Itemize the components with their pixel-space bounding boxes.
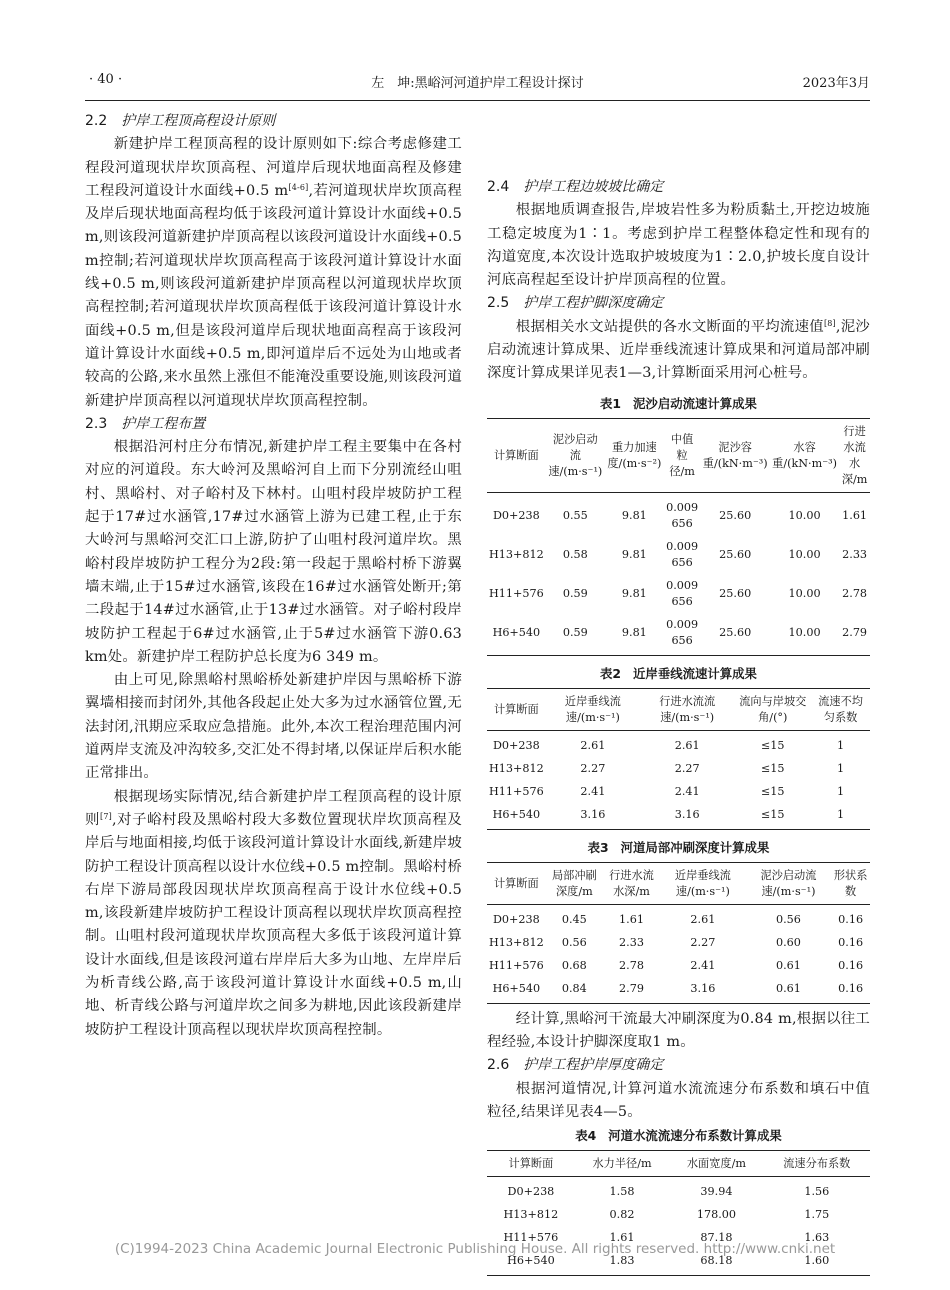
- copyright-footer: (C)1994-2023 China Academic Journal Electronic Publishing House. All rights reserved. http://www.cnki.net: [114, 1241, 836, 1257]
- column-header: 行进水流水深/m: [603, 862, 660, 904]
- table-cell: 1.61: [609, 1231, 635, 1245]
- section-2-3-paragraph-2: 由上可见,除黑峪村黑峪桥处新建护岸因与黑峪桥下游翼墙相接而封闭外,其他各段起止处大多为过水涵管位置,无法封闭,汛期应采取应急措施。此外,本次工程治理范围内河道两岸支流及冲沟较多,交汇处不得封堵,以保证岸后积水能正常排出。: [85, 672, 462, 782]
- table-4: [487, 1150, 870, 1276]
- table-cell: H6+540: [492, 807, 541, 821]
- table-cell: 1: [837, 761, 845, 775]
- table-row: [487, 730, 870, 757]
- column-header: 行进水流水深/m: [839, 418, 870, 492]
- table-cell: 2.27: [580, 761, 606, 775]
- table-cell: 0.82: [609, 1208, 635, 1222]
- section-2-4-paragraph: 根据地质调查报告,岸坡岩性多为粉质黏土,开挖边坡施工稳定坡度为1∶1。考虑到护岸工程整体稳定性和现有的沟道宽度,本次设计选取护坡坡度为1∶2.0,护坡长度自设计河底高程起至设计护岸顶高程的位置。: [487, 202, 870, 289]
- table-cell: 0.56: [561, 935, 587, 949]
- table-cell: ≤15: [760, 807, 785, 821]
- citation: [8]: [823, 318, 836, 328]
- table-cell: 10.00: [788, 625, 821, 639]
- table-cell: 2.27: [674, 761, 700, 775]
- table-cell: 0.56: [775, 912, 801, 926]
- table-cell: 2.41: [690, 958, 716, 972]
- column-header: 中值粒径/m: [664, 418, 701, 492]
- table-row: [487, 757, 870, 780]
- column-header: 泥沙启动流速/(m·s⁻¹): [746, 862, 832, 904]
- table-cell: 9.81: [621, 547, 647, 561]
- table-cell: 1: [837, 784, 845, 798]
- running-title: 左 坤:黑峪河河道护岸工程设计探讨: [371, 76, 584, 91]
- table-cell: H11+576: [503, 1231, 559, 1245]
- table-cell: 68.18: [700, 1254, 733, 1268]
- table-cell: H13+812: [503, 1208, 559, 1222]
- table-cell: 25.60: [719, 508, 752, 522]
- table-cell: 1.60: [804, 1254, 830, 1268]
- table-cell: H6+540: [492, 625, 541, 639]
- section-2-5-paragraph-1: 根据相关水文站提供的各水文断面的平均流速值[8],泥沙启动流速计算成果、近岸垂线流速计算成果和河道局部冲刷深度计算成果详见表1—3,计算断面采用河心桩号。: [487, 318, 870, 382]
- table-row: [487, 613, 870, 656]
- column-header: 计算断面: [487, 688, 546, 730]
- table-cell: H11+576: [489, 586, 544, 600]
- table-row: [487, 954, 870, 977]
- table-cell: D0+238: [492, 508, 540, 522]
- table-cell: ≤15: [760, 784, 785, 798]
- table-cell: 2.61: [674, 738, 700, 752]
- table-cell: 0.84: [561, 981, 587, 995]
- table-cell: 1.58: [609, 1185, 635, 1199]
- column-header: 流速不均匀系数: [811, 688, 870, 730]
- citation: [7]: [100, 811, 112, 821]
- table-cell: H11+576: [489, 958, 544, 972]
- table-cell: 1: [837, 807, 845, 821]
- table-cell: 3.16: [690, 981, 716, 995]
- left-column: [85, 110, 462, 1042]
- table-row: [487, 492, 870, 535]
- column-header: 行进水流流速/(m·s⁻¹): [640, 688, 734, 730]
- table-cell: 0.59: [562, 625, 588, 639]
- table-cell: 10.00: [788, 508, 821, 522]
- table-cell: 2.27: [690, 935, 716, 949]
- table-cell: 0.16: [838, 981, 864, 995]
- column-header: 泥沙容重/(kN·m⁻³): [700, 418, 770, 492]
- table-cell: 25.60: [719, 625, 752, 639]
- table-cell: H13+812: [489, 761, 544, 775]
- section-2-2-paragraph: 新建护岸工程顶高程的设计原则如下:综合考虑修建工程段河道现状岸坎顶高程、河道岸后现状地面高程及修建工程段河道设计水面线+0.5 m[4-6],若河道现状岸坎顶高程及岸后现状地面高程均低于该段河道计算设计水面线+0.5 m,则该段河道新建护岸顶高程以该段河道设计水面线+0.5 m控制;若河道现状岸坎顶高程高于该段河道计算设计水面线+0.5 m,则该段河道新建护岸顶高程以河道现状岸坎顶高程控制;若河道现状岸坎顶高程低于该段河道计算设计水面线+0.5 m,但是该段河道岸后现状地面高程高于该段河道计算设计水面线+0.5 m,即河道岸后不远处为山地或者较高的公路,来水虽然上涨但不能淹没重要设施,则该段河道新建护岸顶高程以河道现状岸坎顶高程控制。: [85, 136, 462, 409]
- table-cell: H13+812: [489, 547, 544, 561]
- column-header: 水面宽度/m: [669, 1151, 763, 1177]
- section-2-2-heading: 2.2 护岸工程顶高程设计原则: [85, 113, 276, 129]
- section-2-5-heading: 2.5 护岸工程护脚深度确定: [487, 295, 664, 312]
- column-header: 计算断面: [487, 1151, 575, 1177]
- table-cell: 0.009 656: [666, 617, 699, 647]
- table-cell: H11+576: [489, 784, 544, 798]
- table-cell: 0.59: [562, 586, 588, 600]
- column-header: 流向与岸坡交角/(°): [734, 688, 811, 730]
- table-cell: 2.33: [842, 547, 868, 561]
- column-header: 近岸垂线流速/(m·s⁻¹): [660, 862, 746, 904]
- column-header: 近岸垂线流速/(m·s⁻¹): [546, 688, 640, 730]
- table-cell: 0.009 656: [666, 539, 699, 569]
- column-header: 流速分布系数: [764, 1151, 870, 1177]
- table-cell: 3.16: [674, 807, 700, 821]
- table-cell: 2.79: [842, 625, 868, 639]
- header-rule: [85, 100, 870, 101]
- table-cell: 10.00: [788, 586, 821, 600]
- page-number: · 40 ·: [89, 72, 123, 87]
- issue-date: 2023年3月: [802, 76, 870, 91]
- table-cell: 2.78: [842, 586, 868, 600]
- table-cell: 0.60: [775, 935, 801, 949]
- table-cell: D0+238: [492, 738, 540, 752]
- continued-text-spacer: [487, 110, 870, 176]
- table-cell: ≤15: [760, 761, 785, 775]
- section-2-3-paragraph-3: 根据现场实际情况,结合新建护岸工程顶高程的设计原则[7],对子峪村段及黑峪村段大多数位置现状岸坎顶高程及岸后与地面相接,均低于该段河道计算设计水面线,新建岸坡防护工程设计顶高程以设计水位线+0.5 m控制。黑峪村桥右岸下游局部段因现状岸坎顶高程高于设计水位线+0.5 m,该段新建岸坡防护工程设计顶高程以现状岸坎顶高程控制。山咀村段河道现状岸坎顶高程大多低于该段河道计算设计水面线,但是该段河道右岸岸后大多为山地、左岸岸后为析青线公路,高于该段河道计算设计水面线+0.5 m,山地、析青线公路与河道岸坎之间多为耕地,因此该段新建岸坡防护工程设计顶高程以现状岸坎顶高程控制。: [85, 788, 462, 1038]
- table-cell: 9.81: [621, 625, 647, 639]
- table-cell: 2.41: [580, 784, 606, 798]
- table-cell: 0.61: [775, 981, 801, 995]
- table-cell: 25.60: [719, 586, 752, 600]
- table-cell: 0.009 656: [666, 500, 699, 530]
- table-1: [487, 418, 870, 656]
- table-cell: H6+540: [492, 981, 541, 995]
- table-cell: H13+812: [489, 935, 544, 949]
- table-row: [487, 780, 870, 803]
- section-2-3-heading: 2.3 护岸工程布置: [85, 415, 206, 432]
- table-cell: 9.81: [621, 586, 647, 600]
- table-cell: H6+540: [507, 1254, 555, 1268]
- column-header: 形状系数: [831, 862, 870, 904]
- table-row: [487, 977, 870, 1004]
- table-cell: 10.00: [788, 547, 821, 561]
- table-cell: ≤15: [760, 738, 785, 752]
- table-cell: 2.61: [690, 912, 716, 926]
- table-3: [487, 862, 870, 1004]
- table-cell: 0.16: [838, 958, 864, 972]
- table-4-caption: 表4 河道水流流速分布系数计算成果: [575, 1128, 782, 1144]
- column-header: 计算断面: [487, 418, 546, 492]
- table-row: [487, 574, 870, 613]
- table-2: [487, 688, 870, 830]
- right-column: [487, 110, 870, 1276]
- table-row: [487, 931, 870, 954]
- table-cell: 1.61: [842, 508, 868, 522]
- section-2-6-paragraph: 根据河道情况,计算河道水流流速分布系数和填石中值粒径,结果详见表4—5。: [487, 1080, 870, 1120]
- table-cell: 2.79: [619, 981, 644, 995]
- table-cell: 0.16: [838, 912, 864, 926]
- table-cell: 25.60: [719, 547, 752, 561]
- table-row: [487, 803, 870, 830]
- column-header: 水力半径/m: [575, 1151, 669, 1177]
- table-cell: 178.00: [696, 1208, 736, 1222]
- table-cell: 0.55: [562, 508, 588, 522]
- table-cell: 1.56: [804, 1185, 830, 1199]
- table-cell: 9.81: [621, 508, 647, 522]
- running-header: [85, 72, 870, 94]
- table-cell: D0+238: [507, 1185, 555, 1199]
- table-cell: 0.009 656: [666, 578, 699, 608]
- table-row: [487, 1203, 870, 1226]
- section-2-3-paragraph-1: 根据沿河村庄分布情况,新建护岸工程主要集中在各村对应的河道段。东大岭河及黑峪河自上而下分别流经山咀村、黑峪村、对子峪村及下林村。山咀村段岸坡防护工程起于17#过水涵管,17#过水涵管上游为已建工程,止于东大岭河与黑峪河交汇口上游,防护了山咀村段河道岸坎。黑峪村段岸坡防护工程分为2段:第一段起于黑峪村桥下游翼墙末端,止于15#过水涵管,该段在16#过水涵管处断开;第二段起于14#过水涵管,止于13#过水涵管。对子峪村段岸坡防护工程起于6#过水涵管,止于5#过水涵管下游0.63 km处。新建护岸工程防护总长度为6 349 m。: [85, 439, 462, 665]
- column-header: 水容重/(kN·m⁻³): [770, 418, 839, 492]
- table-3-caption: 表3 河道局部冲刷深度计算成果: [587, 839, 770, 855]
- table-cell: 1.63: [804, 1231, 830, 1245]
- table-cell: 0.45: [561, 912, 587, 926]
- table-cell: D0+238: [492, 912, 540, 926]
- table-2-caption: 表2 近岸垂线流速计算成果: [600, 665, 757, 681]
- table-cell: 1.83: [609, 1254, 635, 1268]
- column-header: 重力加速度/(m·s⁻²): [605, 418, 664, 492]
- table-cell: 1.61: [619, 912, 644, 926]
- table-row: [487, 535, 870, 574]
- section-2-5-paragraph-2: 经计算,黑峪河干流最大冲刷深度为0.84 m,根据以往工程经验,本设计护脚深度取1 m。: [487, 1010, 870, 1050]
- table-cell: 3.16: [580, 807, 606, 821]
- table-row: [487, 904, 870, 931]
- table-cell: 2.78: [619, 958, 644, 972]
- table-cell: 1: [837, 738, 845, 752]
- column-header: 计算断面: [487, 862, 546, 904]
- table-cell: 2.33: [619, 935, 644, 949]
- column-header: 局部冲刷深度/m: [546, 862, 603, 904]
- table-cell: 0.61: [775, 958, 801, 972]
- table-cell: 2.41: [674, 784, 700, 798]
- section-2-4-heading: 2.4 护岸工程边坡坡比确定: [487, 179, 664, 195]
- citation: [4-6]: [288, 182, 309, 192]
- table-cell: 0.58: [562, 547, 588, 561]
- table-cell: 0.16: [838, 935, 864, 949]
- section-2-6-heading: 2.6 护岸工程护岸厚度确定: [487, 1057, 664, 1074]
- table-row: [487, 1177, 870, 1204]
- table-1-caption: 表1 泥沙启动流速计算成果: [600, 395, 757, 411]
- table-cell: 39.94: [700, 1185, 733, 1199]
- column-header: 泥沙启动流速/(m·s⁻¹): [546, 418, 605, 492]
- table-cell: 2.61: [580, 738, 606, 752]
- table-cell: 0.68: [561, 958, 587, 972]
- table-cell: 87.18: [700, 1231, 733, 1245]
- table-cell: 1.75: [804, 1208, 830, 1222]
